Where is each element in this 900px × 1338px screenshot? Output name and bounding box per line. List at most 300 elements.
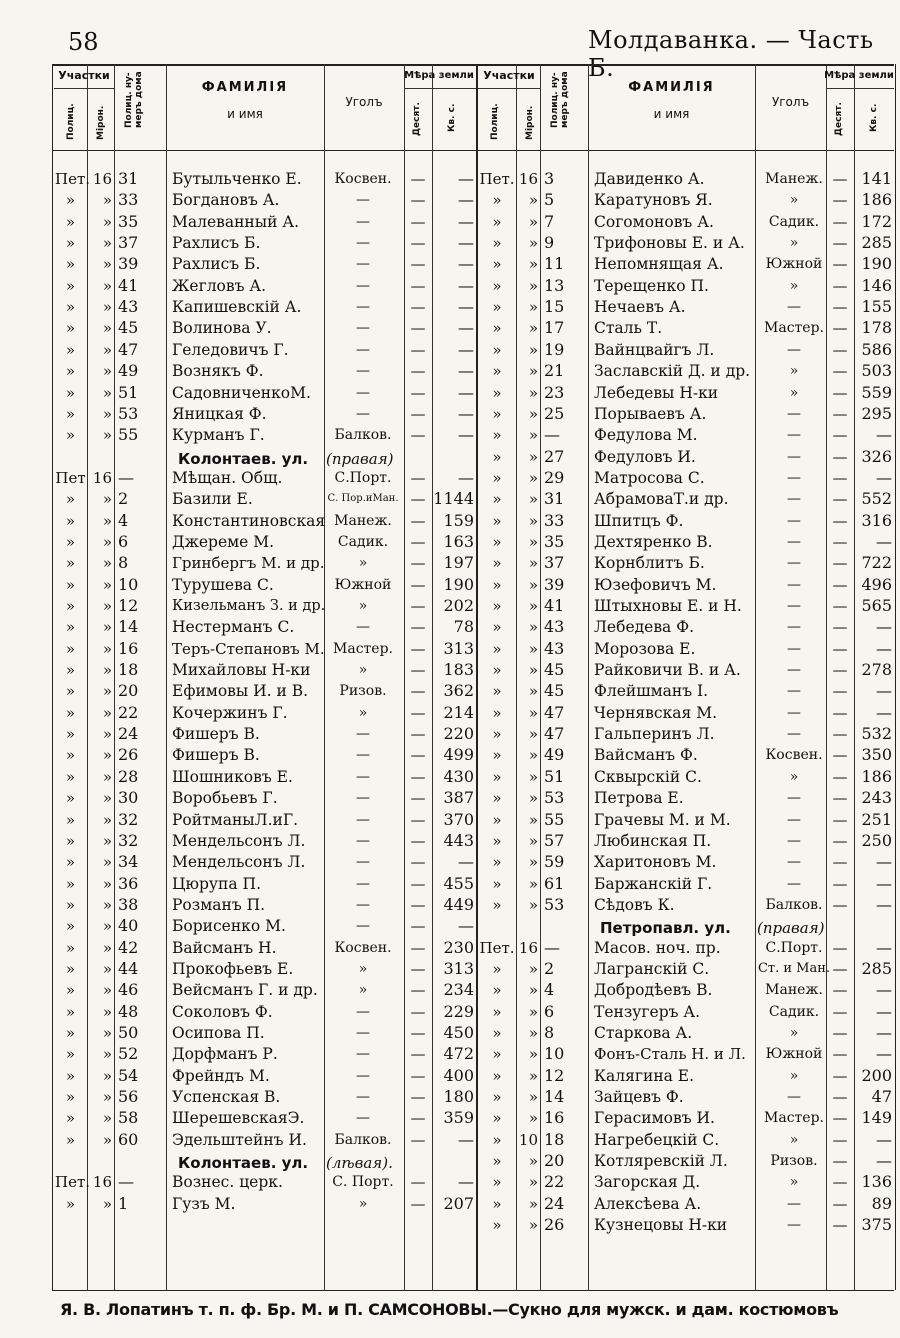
left-row-kv-s: 387: [443, 788, 474, 808]
column-rule: [324, 64, 325, 1290]
left-row-corner: —: [356, 235, 370, 252]
right-row-miron: »: [528, 276, 538, 295]
table-top-rule: [52, 64, 894, 66]
right-row-kv-s: —: [876, 937, 892, 957]
left-row-owner-name: Курманъ Г.: [172, 426, 265, 445]
right-row-corner: »: [789, 192, 799, 209]
right-row-corner: —: [787, 512, 801, 529]
right-row-kv-s: 136: [861, 1172, 892, 1192]
right-row-polits: »: [492, 404, 502, 423]
right-row-polits: »: [492, 597, 502, 615]
right-row-polits: »: [492, 276, 502, 295]
right-row-polits: »: [492, 874, 502, 893]
right-row-kv-s: 559: [861, 382, 892, 402]
left-row-owner-name: Волинова У.: [172, 319, 272, 338]
right-row-corner: »: [789, 1025, 799, 1041]
left-row-owner-name: Джереме М.: [172, 532, 275, 551]
left-row-corner: —: [356, 1003, 370, 1020]
right-row-desyat: —: [832, 1130, 848, 1149]
right-row-kv-s: 326: [861, 446, 892, 466]
right-row-house-number: 51: [544, 766, 565, 786]
left-row-kv-s: 1144: [433, 489, 474, 509]
right-row-owner-name: Зайцевъ Ф.: [594, 1088, 684, 1107]
right-row-owner-name: Порываевъ А.: [594, 404, 707, 423]
left-row-polits: »: [65, 874, 76, 893]
left-row-desyat: —: [410, 1002, 426, 1021]
left-row-miron: »: [102, 746, 112, 765]
left-row-desyat: —: [410, 1066, 426, 1085]
right-row-kv-s: —: [876, 467, 892, 487]
right-row-corner: —: [787, 640, 801, 657]
left-row-polits: »: [65, 1002, 76, 1021]
left-row-owner-name: Вейсманъ Г. и др.: [172, 981, 318, 1000]
left-row-house-number: 18: [118, 660, 139, 680]
left-row-corner: —: [356, 747, 370, 764]
left-row-desyat: —: [410, 554, 426, 573]
left-row-miron: »: [102, 426, 112, 445]
right-row-owner-name: Грачевы М. и М.: [594, 810, 731, 829]
left-row-kv-s: —: [458, 361, 474, 381]
left-row-polits: »: [65, 1066, 76, 1085]
left-row-polits: »: [65, 618, 76, 637]
right-row-desyat: —: [832, 1194, 848, 1213]
right-row-house-number: 57: [544, 830, 565, 850]
left-row-polits: »: [65, 362, 76, 381]
right-row-polits: »: [492, 426, 502, 445]
left-row-polits: »: [65, 319, 76, 338]
right-street-section-title: Петропавл. ул.: [600, 919, 731, 938]
right-row-owner-name: Лебедевы Н-ки: [594, 383, 719, 402]
left-row-desyat: —: [410, 597, 426, 615]
left-row-kv-s: 455: [443, 873, 474, 893]
column-rule: [476, 64, 478, 1290]
right-row-polits: »: [492, 895, 502, 914]
right-row-house-number: 23: [544, 382, 565, 402]
right-row-kv-s: —: [876, 1001, 892, 1021]
left-row-corner: —: [356, 384, 370, 401]
left-row-owner-name: Мендельсонъ Л.: [172, 853, 306, 872]
right-row-house-number: 61: [544, 873, 565, 893]
left-row-polits: »: [65, 255, 76, 274]
right-row-desyat: —: [832, 490, 848, 509]
right-row-house-number: 31: [544, 489, 565, 509]
left-row-house-number: 4: [118, 510, 129, 530]
left-row-house-number: 55: [118, 425, 139, 445]
left-row-owner-name: Жегловъ А.: [172, 276, 267, 295]
right-header-mera-zemli: Мѣра земли: [824, 70, 894, 81]
left-row-house-number: —: [118, 1172, 134, 1192]
right-row-house-number: 16: [544, 1108, 565, 1128]
left-row-polits: »: [65, 575, 76, 594]
left-row-owner-name: Соколовъ Ф.: [172, 1002, 273, 1021]
left-row-kv-s: —: [458, 852, 474, 872]
right-row-house-number: 13: [544, 275, 565, 295]
left-row-kv-s: 400: [443, 1065, 474, 1085]
right-row-house-number: 43: [544, 638, 565, 658]
left-row-miron: 16: [92, 1173, 112, 1192]
left-row-desyat: —: [410, 170, 426, 188]
right-row-house-number: 4: [544, 980, 555, 1000]
right-row-polits: »: [492, 1088, 502, 1107]
column-rule: [588, 64, 589, 1290]
left-row-kv-s: —: [458, 382, 474, 402]
left-row-corner: »: [358, 662, 368, 679]
right-header-nomer: Полиц. ну-меръ дома: [550, 71, 570, 128]
right-row-corner: —: [787, 790, 801, 807]
right-row-polits: »: [492, 490, 502, 509]
left-row-polits: »: [65, 1194, 76, 1213]
right-row-kv-s: 186: [861, 766, 892, 786]
right-row-kv-s: 295: [861, 403, 892, 423]
right-row-miron: »: [528, 1045, 538, 1064]
left-row-owner-name: Борисенко М.: [172, 917, 286, 936]
left-row-house-number: 22: [118, 702, 139, 722]
right-row-owner-name: Котляревскій Л.: [594, 1152, 728, 1171]
right-row-polits: »: [492, 468, 502, 487]
right-row-owner-name: Харитоновъ М.: [594, 853, 717, 872]
right-row-corner: Балков.: [765, 896, 823, 913]
left-row-house-number: 30: [118, 788, 139, 808]
right-row-desyat: —: [832, 725, 848, 744]
left-row-house-number: 49: [118, 361, 139, 381]
right-row-polits: »: [492, 340, 502, 359]
header-bottom-rule: [52, 150, 894, 151]
left-row-polits: »: [65, 1130, 76, 1149]
right-row-house-number: 20: [544, 1151, 565, 1171]
left-row-polits: »: [65, 853, 76, 872]
right-row-house-number: 41: [544, 596, 565, 615]
right-row-owner-name: Флейшманъ I.: [594, 682, 709, 701]
left-row-corner: Косвен.: [334, 939, 392, 956]
right-row-miron: 16: [518, 938, 538, 957]
left-row-desyat: —: [410, 490, 426, 509]
left-row-kv-s: 472: [443, 1044, 474, 1064]
header-subrule: [54, 88, 114, 89]
right-row-desyat: —: [832, 234, 848, 253]
left-row-kv-s: 78: [453, 617, 474, 637]
right-row-desyat: —: [832, 1066, 848, 1085]
left-row-polits: »: [65, 511, 76, 530]
left-row-kv-s: 443: [443, 830, 474, 850]
left-row-polits: »: [65, 191, 76, 210]
right-row-house-number: 2: [544, 958, 555, 978]
right-row-miron: »: [528, 234, 538, 253]
left-row-kv-s: 362: [443, 681, 474, 701]
left-row-house-number: 8: [118, 553, 129, 573]
left-row-desyat: —: [410, 575, 426, 594]
right-row-polits: »: [492, 191, 502, 210]
right-row-desyat: —: [832, 170, 848, 188]
left-row-polits: »: [65, 1045, 76, 1064]
right-row-owner-name: Петрова Е.: [594, 789, 684, 808]
left-row-corner: —: [356, 277, 370, 294]
right-row-polits: »: [492, 212, 502, 231]
left-row-miron: »: [102, 1088, 112, 1107]
left-row-house-number: 31: [118, 169, 139, 188]
left-row-desyat: —: [410, 383, 426, 402]
right-row-desyat: —: [832, 1109, 848, 1128]
right-row-kv-s: 285: [861, 958, 892, 978]
right-row-owner-name: Непомнящая А.: [594, 255, 724, 274]
left-row-corner: —: [356, 811, 370, 828]
right-row-house-number: 35: [544, 531, 565, 551]
left-row-corner: Косвен.: [334, 171, 392, 187]
left-row-desyat: —: [410, 298, 426, 317]
right-row-miron: »: [528, 810, 538, 829]
left-row-house-number: 24: [118, 724, 139, 744]
right-row-polits: »: [492, 1173, 502, 1192]
left-row-house-number: 1: [118, 1193, 129, 1213]
right-row-corner: Южной: [765, 256, 823, 273]
right-row-desyat: —: [832, 511, 848, 530]
right-row-kv-s: 586: [861, 339, 892, 359]
left-street-side-label: (лѣвая).: [326, 1154, 393, 1173]
left-row-miron: »: [102, 639, 112, 658]
right-row-kv-s: 278: [861, 660, 892, 680]
right-row-corner: —: [787, 491, 801, 508]
left-row-house-number: 46: [118, 980, 139, 1000]
right-row-kv-s: 503: [861, 361, 892, 381]
left-row-polits: »: [65, 661, 76, 680]
right-row-desyat: —: [832, 874, 848, 893]
left-row-house-number: 50: [118, 1023, 139, 1042]
right-row-owner-name: Матросова С.: [594, 468, 705, 487]
left-row-corner: Мастер.: [333, 640, 393, 657]
left-row-corner: —: [356, 832, 370, 849]
left-row-polits: Пет.: [55, 1173, 91, 1192]
right-row-miron: »: [528, 853, 538, 872]
left-row-desyat: —: [410, 938, 426, 957]
left-row-corner: —: [356, 1089, 370, 1106]
right-row-corner: —: [787, 619, 801, 636]
left-row-polits: »: [65, 810, 76, 829]
right-row-house-number: 7: [544, 211, 555, 231]
right-row-miron: »: [528, 362, 538, 381]
column-rule: [166, 64, 167, 1290]
left-row-kv-s: 202: [443, 596, 474, 615]
left-row-desyat: —: [410, 340, 426, 359]
left-row-house-number: 10: [118, 574, 139, 594]
left-row-miron: 16: [92, 170, 112, 188]
right-row-owner-name: Чернявская М.: [594, 703, 718, 722]
running-head: Молдаванка. — Часть Б.: [588, 26, 874, 82]
right-row-owner-name: Масов. ноч. пр.: [594, 938, 721, 957]
right-row-owner-name: Корнблитъ Б.: [594, 554, 705, 573]
left-row-kv-s: 499: [443, 745, 474, 765]
right-row-polits: »: [492, 1109, 502, 1128]
right-row-corner: —: [787, 598, 801, 614]
left-row-miron: »: [102, 959, 112, 978]
left-row-owner-name: ШерешевскаяЭ.: [172, 1109, 305, 1128]
left-row-kv-s: 450: [443, 1023, 474, 1042]
left-row-house-number: 26: [118, 745, 139, 765]
left-header-miron: Мiрон.: [96, 105, 106, 140]
left-row-polits: »: [65, 404, 76, 423]
left-row-owner-name: Константиновская: [172, 511, 326, 530]
left-row-owner-name: Гузъ М.: [172, 1194, 236, 1213]
right-header-desyat: Десят.: [834, 102, 844, 136]
left-row-house-number: 16: [118, 638, 139, 658]
right-row-miron: »: [528, 255, 538, 274]
left-row-owner-name: Бутыльченко Е.: [172, 170, 302, 188]
right-row-owner-name: АбрамоваТ.и др.: [594, 490, 729, 509]
right-row-polits: »: [492, 1216, 502, 1235]
right-row-desyat: —: [832, 1002, 848, 1021]
left-row-desyat: —: [410, 1088, 426, 1107]
right-row-owner-name: Дехтяренко В.: [594, 532, 713, 551]
left-row-polits: »: [65, 725, 76, 744]
left-row-owner-name: Богдановъ А.: [172, 191, 280, 210]
right-row-desyat: —: [832, 298, 848, 317]
left-row-miron: »: [102, 810, 112, 829]
right-row-polits: »: [492, 532, 502, 551]
left-row-owner-name: Капишевскій А.: [172, 298, 302, 317]
left-row-kv-s: 197: [443, 553, 474, 573]
left-row-miron: »: [102, 597, 112, 615]
right-row-kv-s: 186: [861, 190, 892, 210]
left-row-miron: »: [102, 1045, 112, 1064]
left-row-owner-name: Фишеръ В.: [172, 725, 260, 744]
left-row-corner: —: [356, 1067, 370, 1084]
right-row-miron: »: [528, 725, 538, 744]
right-row-desyat: —: [832, 1173, 848, 1192]
left-row-corner: »: [358, 598, 368, 614]
left-row-miron: »: [102, 853, 112, 872]
right-row-owner-name: Лебедева Ф.: [594, 618, 695, 637]
left-row-owner-name: Шошниковъ Е.: [172, 767, 293, 786]
left-row-house-number: 48: [118, 1001, 139, 1021]
right-row-polits: »: [492, 1002, 502, 1021]
right-row-polits: »: [492, 234, 502, 253]
right-row-polits: »: [492, 682, 502, 701]
left-row-corner: С. Порт.: [332, 1174, 394, 1191]
right-row-owner-name: Терещенко П.: [594, 276, 709, 295]
right-row-miron: »: [528, 191, 538, 210]
right-row-miron: »: [528, 340, 538, 359]
left-row-desyat: —: [410, 959, 426, 978]
left-row-desyat: —: [410, 212, 426, 231]
left-row-desyat: —: [410, 831, 426, 850]
right-row-miron: »: [528, 661, 538, 680]
left-row-owner-name: Геледовичъ Г.: [172, 340, 289, 359]
left-row-kv-s: 220: [443, 724, 474, 744]
left-row-kv-s: —: [458, 1172, 474, 1192]
right-row-kv-s: —: [876, 894, 892, 914]
left-row-desyat: —: [410, 234, 426, 253]
right-row-kv-s: —: [876, 980, 892, 1000]
left-row-kv-s: —: [458, 425, 474, 445]
right-header-uchastki: Участки: [483, 69, 535, 82]
left-row-polits: »: [65, 426, 76, 445]
left-row-corner: »: [358, 555, 368, 572]
right-row-kv-s: 172: [861, 211, 892, 231]
left-row-miron: »: [102, 1002, 112, 1021]
left-row-kv-s: —: [458, 403, 474, 423]
right-row-desyat: —: [832, 191, 848, 210]
left-row-miron: »: [102, 831, 112, 850]
left-row-desyat: —: [410, 1194, 426, 1213]
right-row-owner-name: Давиденко А.: [594, 170, 705, 188]
header-subrule: [478, 88, 540, 89]
right-row-corner: Садик.: [768, 1003, 820, 1020]
right-row-polits: »: [492, 831, 502, 850]
right-row-house-number: 55: [544, 809, 565, 829]
right-row-corner: —: [787, 683, 801, 700]
left-row-polits: »: [65, 639, 76, 658]
right-row-kv-s: —: [876, 681, 892, 701]
left-row-kv-s: 430: [443, 766, 474, 786]
left-row-owner-name: Воробьевъ Г.: [172, 789, 278, 808]
right-row-desyat: —: [832, 1088, 848, 1107]
left-row-corner: С.Порт.: [334, 469, 392, 486]
left-row-house-number: 2: [118, 489, 129, 509]
left-row-owner-name: Вознякъ Ф.: [172, 362, 264, 381]
right-row-house-number: 3: [544, 169, 555, 188]
right-row-polits: »: [492, 810, 502, 829]
right-row-kv-s: 155: [861, 297, 892, 317]
left-row-house-number: 35: [118, 211, 139, 231]
right-row-corner: —: [787, 405, 801, 422]
right-row-polits: »: [492, 789, 502, 808]
right-row-desyat: —: [832, 639, 848, 658]
left-row-polits: »: [65, 1024, 76, 1042]
right-row-owner-name: Герасимовъ И.: [594, 1109, 715, 1128]
left-row-house-number: 28: [118, 766, 139, 786]
right-row-miron: »: [528, 981, 538, 1000]
right-row-corner: —: [787, 875, 801, 892]
left-row-kv-s: 163: [443, 531, 474, 551]
left-row-polits: »: [65, 340, 76, 359]
right-row-kv-s: 285: [861, 233, 892, 253]
right-row-owner-name: Заславскій Д. и др.: [594, 362, 751, 381]
right-row-miron: »: [528, 212, 538, 231]
right-row-polits: »: [492, 255, 502, 274]
left-row-house-number: 34: [118, 852, 139, 872]
left-header-uchastki: Участки: [58, 69, 110, 82]
left-row-desyat: —: [410, 703, 426, 722]
left-row-owner-name: Михайловы Н-ки: [172, 661, 311, 680]
left-row-owner-name: Дорфманъ Р.: [172, 1045, 278, 1064]
right-row-miron: »: [528, 895, 538, 914]
left-row-corner: —: [356, 213, 370, 230]
right-row-kv-s: —: [876, 638, 892, 658]
right-header-i-imya: и имя: [653, 107, 690, 121]
right-row-house-number: 26: [544, 1215, 565, 1235]
left-row-miron: »: [102, 725, 112, 744]
left-row-kv-s: 449: [443, 894, 474, 914]
right-row-polits: »: [492, 1066, 502, 1085]
right-row-polits: »: [492, 1045, 502, 1064]
right-row-desyat: —: [832, 682, 848, 701]
right-row-miron: »: [528, 1152, 538, 1171]
right-row-polits: »: [492, 511, 502, 530]
right-row-owner-name: Вайсманъ Ф.: [594, 746, 698, 765]
left-row-miron: »: [102, 554, 112, 573]
right-row-miron: »: [528, 1194, 538, 1213]
right-row-owner-name: Каратуновъ Я.: [594, 191, 713, 210]
left-row-corner: —: [356, 192, 370, 209]
right-row-kv-s: 149: [861, 1108, 892, 1128]
left-row-polits: »: [65, 234, 76, 253]
right-row-desyat: —: [832, 767, 848, 786]
right-row-house-number: 47: [544, 724, 565, 744]
left-row-desyat: —: [410, 746, 426, 765]
left-row-house-number: 38: [118, 894, 139, 914]
right-row-corner: »: [789, 384, 799, 401]
right-row-house-number: 8: [544, 1023, 555, 1042]
right-row-house-number: 29: [544, 467, 565, 487]
right-row-kv-s: —: [876, 702, 892, 722]
